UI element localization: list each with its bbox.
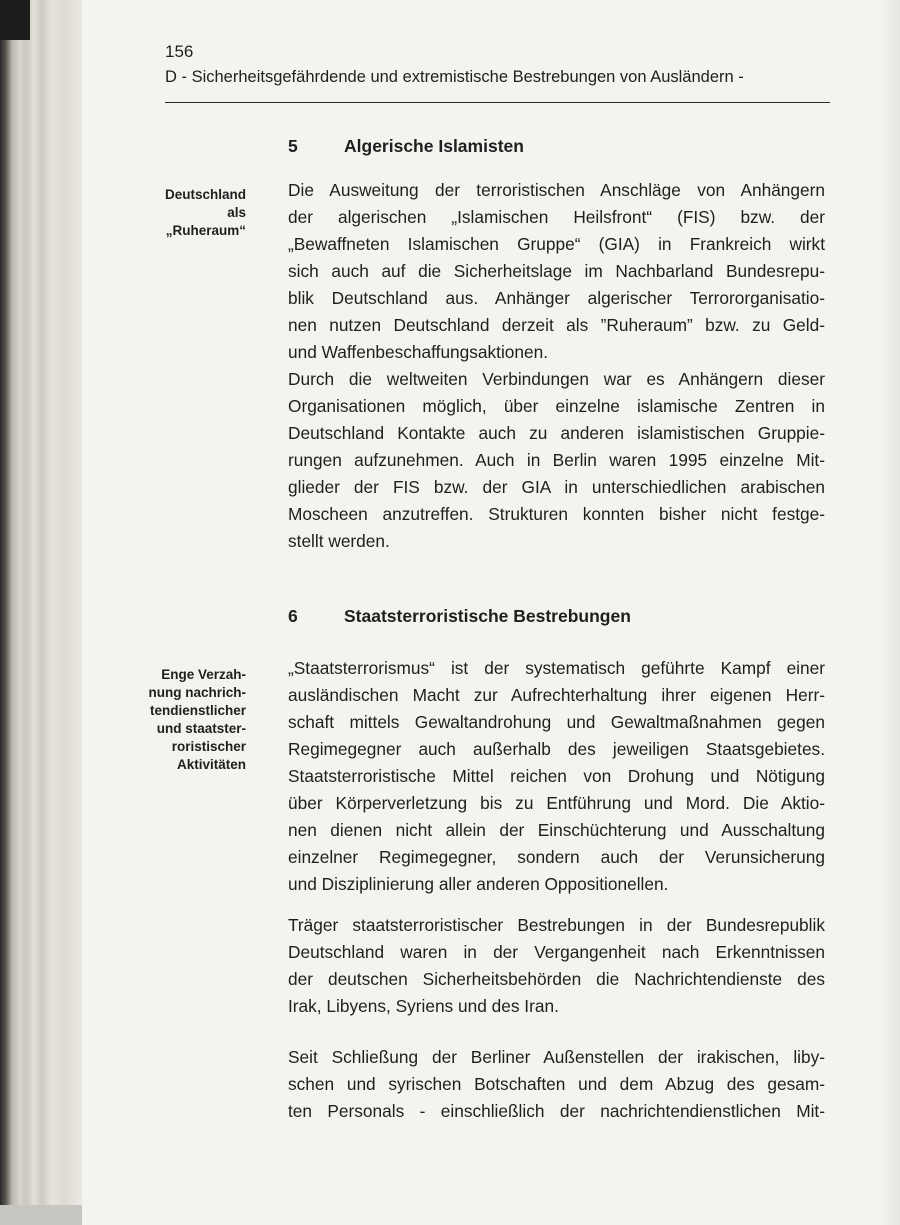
margin-note-ruheraum [140, 186, 246, 240]
margin-note-line: „Ruheraum“ [165, 223, 246, 238]
section-5-paragraph-2 [288, 366, 825, 555]
margin-note-verzahnung [140, 666, 246, 774]
section-6-paragraph-3 [288, 1044, 825, 1125]
text-line: Durch die weltweiten Verbindungen war es Anhängern dieser [288, 369, 825, 389]
text-line: ten Personals - einschließlich der nachrichtendienstlichen Mit- [288, 1101, 825, 1121]
section-6-paragraph-1 [288, 655, 825, 898]
text-line: einzelner Regimegegner, sondern auch der Verunsicherung [288, 847, 825, 867]
section-6-number: 6 [288, 606, 298, 626]
text-line: blik Deutschland aus. Anhänger algerischer Terrororganisatio- [288, 288, 825, 308]
running-head: D - Sicherheitsgefährdende und extremistische Bestrebungen von Ausländern - [165, 68, 744, 86]
margin-note-line: tendienstlicher [149, 703, 246, 718]
text-line: Regimegegner auch außerhalb des jeweiligen Staatsgebietes. [288, 739, 825, 759]
margin-note-line: und staatster- [156, 721, 246, 736]
header-rule [165, 102, 830, 103]
text-line: stellt werden. [288, 531, 390, 551]
text-line: rungen aufzunehmen. Auch in Berlin waren 1995 einzelne Mit- [288, 450, 825, 470]
text-line: Deutschland waren in der Vergangenheit nach Erkenntnissen [288, 942, 825, 962]
text-line: und Waffenbeschaffungsaktionen. [288, 342, 549, 362]
text-line: Deutschland Kontakte auch zu anderen islamistischen Gruppie- [288, 423, 825, 443]
text-line: nen dienen nicht allein der Einschüchterung und Ausschaltung [288, 820, 825, 840]
text-line: der algerischen „Islamischen Heilsfront“ (FIS) bzw. der [288, 207, 825, 227]
margin-note-line: als [227, 205, 246, 220]
text-line: und Disziplinierung aller anderen Oppositionellen. [288, 874, 669, 894]
text-line: Die Ausweitung der terroristischen Anschläge von Anhängern [288, 180, 825, 200]
text-line: Moscheen anzutreffen. Strukturen konnten bisher nicht festge- [288, 504, 825, 524]
section-5-title: Algerische Islamisten [344, 136, 524, 156]
text-line: ausländischen Macht zur Aufrechterhaltung ihrer eigenen Herr- [288, 685, 825, 705]
margin-note-line: roristischer [171, 739, 246, 754]
margin-note-line: Aktivitäten [176, 757, 246, 772]
text-line: Staatsterroristische Mittel reichen von Drohung und Nötigung [288, 766, 825, 786]
section-5-paragraph-1 [288, 177, 825, 366]
margin-note-line: nung nachrich- [148, 685, 246, 700]
section-5-heading [288, 136, 524, 157]
text-line: „Staatsterrorismus“ ist der systematisch geführte Kampf einer [288, 658, 825, 678]
text-line: schaft mittels Gewaltandrohung und Gewaltmaßnahmen gegen [288, 712, 825, 732]
text-line: sich auch auf die Sicherheitslage im Nachbarland Bundesrepu- [288, 261, 825, 281]
section-6-paragraph-2 [288, 912, 825, 1020]
section-6-title: Staatsterroristische Bestrebungen [344, 606, 631, 626]
margin-note-line: Deutschland [164, 187, 246, 202]
text-line: schen und syrischen Botschaften und dem Abzug des gesam- [288, 1074, 825, 1094]
text-line: Träger staatsterroristischer Bestrebungen in der Bundesrepublik [288, 915, 825, 935]
text-line: über Körperverletzung bis zu Entführung und Mord. Die Aktio- [288, 793, 825, 813]
text-line: glieder der FIS bzw. der GIA in unterschiedlichen arabischen [288, 477, 825, 497]
text-line: „Bewaffneten Islamischen Gruppe“ (GIA) in Frankreich wirkt [288, 234, 825, 254]
margin-note-line: Enge Verzah- [161, 667, 246, 682]
section-6-heading [288, 606, 631, 627]
text-line: Seit Schließung der Berliner Außenstellen der irakischen, liby- [288, 1047, 825, 1067]
text-line: Irak, Libyens, Syriens und des Iran. [288, 996, 559, 1016]
text-line: Organisationen möglich, über einzelne islamische Zentren in [288, 396, 825, 416]
page-number: 156 [165, 42, 194, 61]
text-line: der deutschen Sicherheitsbehörden die Nachrichtendienste des [288, 969, 825, 989]
text-line: nen nutzen Deutschland derzeit als ”Ruheraum” bzw. zu Geld- [288, 315, 825, 335]
section-5-number: 5 [288, 136, 298, 156]
